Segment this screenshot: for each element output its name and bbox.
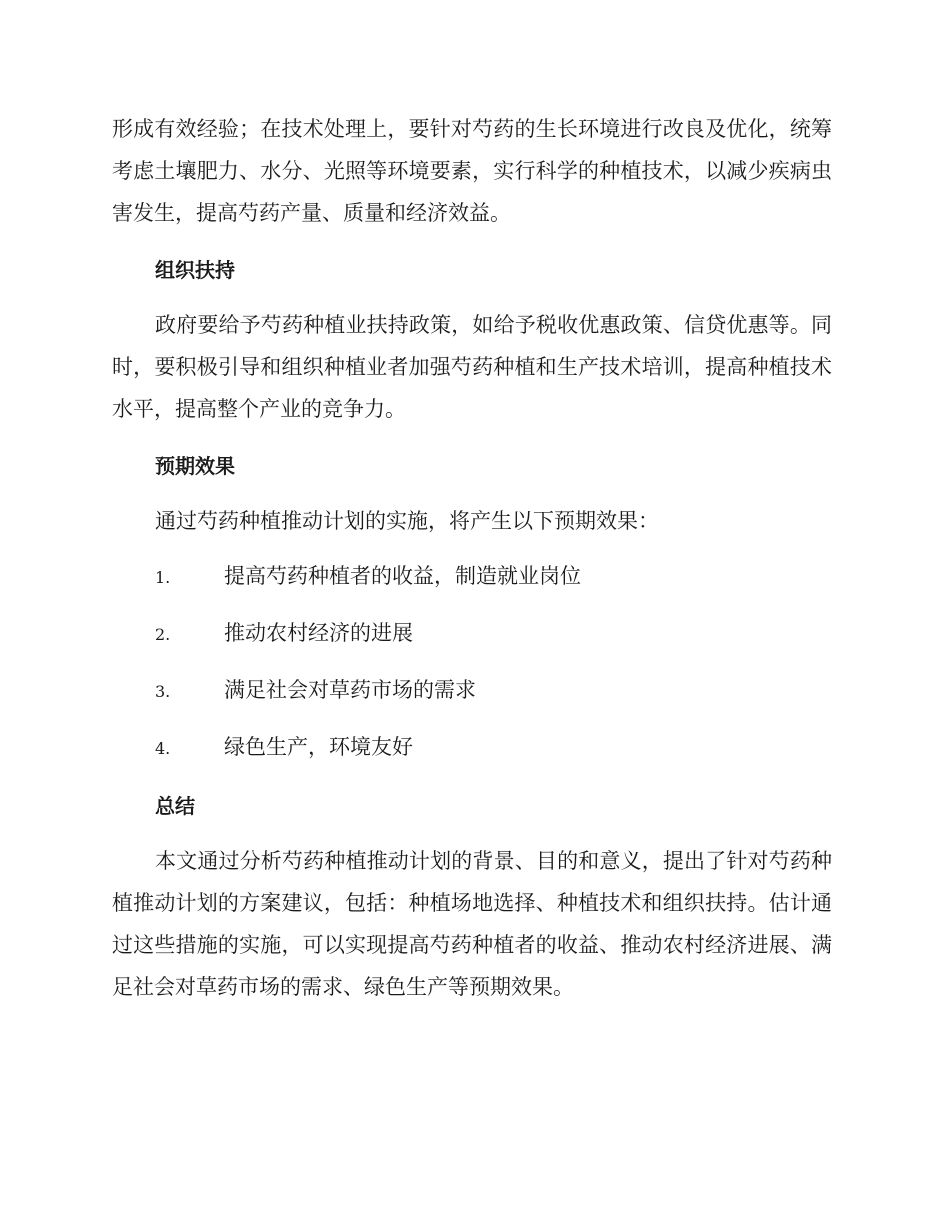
list-item xyxy=(112,555,832,599)
section-heading-support: 组织扶持 xyxy=(155,258,235,282)
effects-intro: 通过芍药种植推动计划的实施，将产生以下预期效果： xyxy=(155,509,659,533)
list-item-text: 绿色生产，环境友好 xyxy=(224,735,413,759)
list-item-number: 2. xyxy=(155,625,171,644)
list-item-number: 3. xyxy=(155,682,171,701)
support-paragraph: 政府要给予芍药种植业扶持政策，如给予税收优惠政策、信贷优惠等。同时，要积极引导和组织种植业者加强芍药种植和生产技术培训，提高种植技术水平，提高整个产业的竞争力。 xyxy=(112,313,832,421)
section-heading-summary: 总结 xyxy=(155,794,195,818)
list-item xyxy=(112,612,832,656)
section-heading-effects: 预期效果 xyxy=(155,454,235,478)
summary-paragraph: 本文通过分析芍药种植推动计划的背景、目的和意义，提出了针对芍药种植推动计划的方案建议，包括：种植场地选择、种植技术和组织扶持。估计通过这些措施的实施，可以实现提高芍药种植者的收益、推动农村经济进展、满足社会对草药市场的需求、绿色生产等预期效果。 xyxy=(112,849,832,999)
document-page xyxy=(112,108,832,1008)
continuation-paragraph: 形成有效经验；在技术处理上，要针对芍药的生长环境进行改良及优化，统筹考虑土壤肥力、水分、光照等环境要素，实行科学的种植技术，以减少疾病虫害发生，提高芍药产量、质量和经济效益。 xyxy=(112,117,832,225)
list-item xyxy=(112,669,832,713)
effects-list xyxy=(112,555,832,770)
list-item-text: 提高芍药种植者的收益，制造就业岗位 xyxy=(224,564,581,588)
list-item xyxy=(112,726,832,770)
list-item-text: 满足社会对草药市场的需求 xyxy=(224,678,476,702)
list-item-number: 4. xyxy=(155,739,171,758)
list-item-text: 推动农村经济的进展 xyxy=(224,621,413,645)
list-item-number: 1. xyxy=(155,568,171,587)
